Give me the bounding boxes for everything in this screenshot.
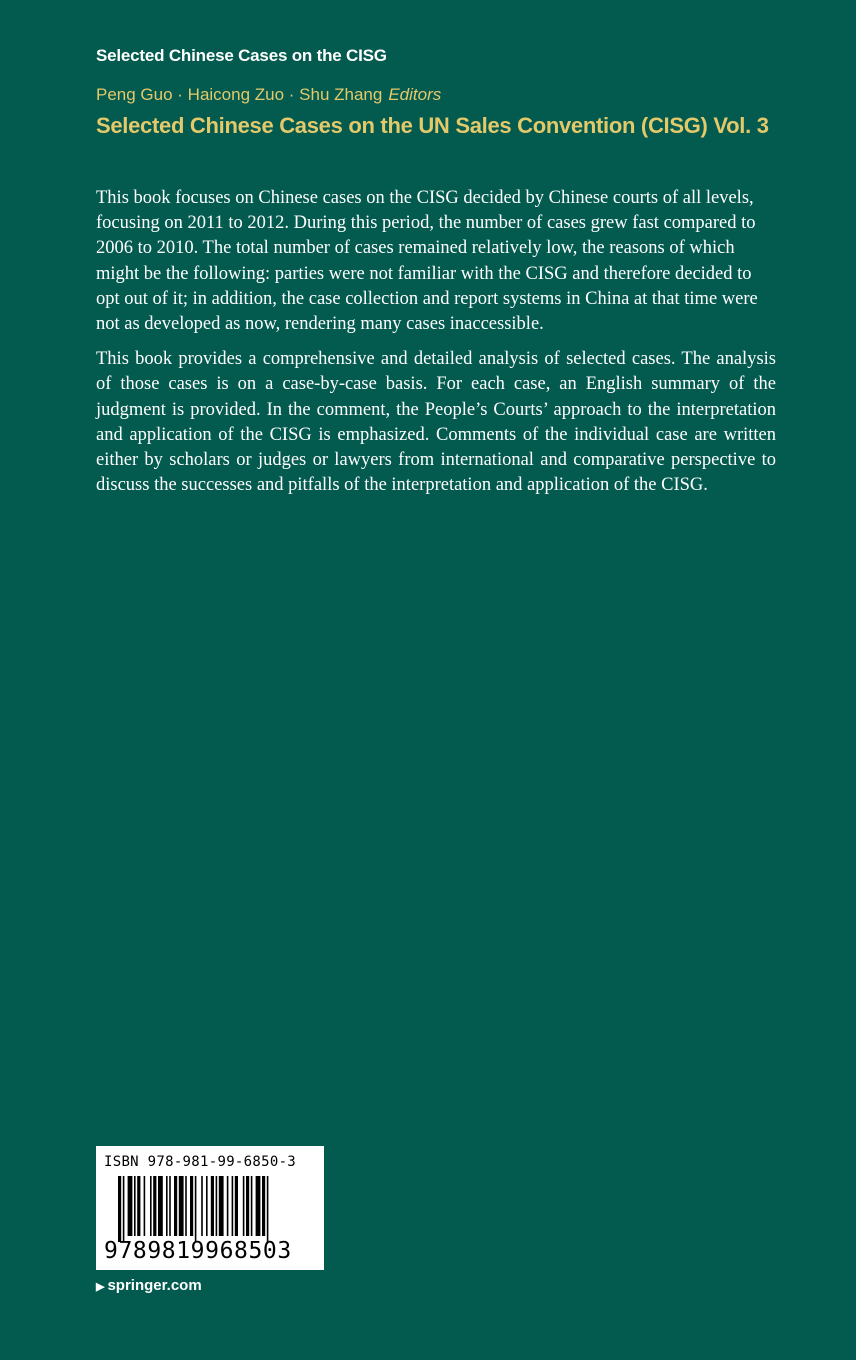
barcode-bar xyxy=(137,1176,140,1236)
series-title: Selected Chinese Cases on the CISG xyxy=(96,46,387,65)
barcode-bar xyxy=(153,1176,156,1236)
barcode-bar xyxy=(232,1176,234,1236)
barcode-bar xyxy=(211,1176,214,1236)
isbn-label: ISBN 978-981-99-6850-3 xyxy=(104,1154,297,1170)
barcode-bar xyxy=(243,1176,245,1236)
editors-line xyxy=(96,85,441,105)
barcode-bar xyxy=(251,1176,253,1236)
barcode-bar xyxy=(174,1176,177,1236)
barcode-bar xyxy=(144,1176,146,1236)
barcode-bar xyxy=(158,1176,163,1236)
barcode-bar xyxy=(246,1176,249,1236)
barcode-bar xyxy=(166,1176,168,1236)
barcode-bar xyxy=(185,1176,187,1236)
barcode-bar xyxy=(216,1176,218,1236)
barcode-bar xyxy=(206,1176,208,1236)
barcode-bar xyxy=(256,1176,261,1236)
barcode-bar xyxy=(235,1176,238,1236)
blurb-paragraph-2: This book provides a comprehensive and detailed analysis of selected cases. The analysis of those cases is on a case-by-case basis. For each case, an English summary of the judgment is provided. In the comment, the People’s Courts’ approach to the interpretation and application of the CISG is emphasized. Comments of the individual case are written either by scholars or judges or lawyers from international and comparative perspective to discuss the successes and pitfalls of the interpretation and application of the CISG. xyxy=(96,349,776,496)
isbn-barcode xyxy=(96,1146,324,1270)
barcode-bar xyxy=(150,1176,152,1236)
barcode-digits: 9789819968503 xyxy=(104,1238,292,1264)
barcode-bar xyxy=(262,1176,265,1236)
website-link[interactable] xyxy=(96,1277,202,1294)
editor-names: Peng Guo · Haicong Zuo · Shu Zhang xyxy=(96,85,383,104)
barcode-bar xyxy=(267,1176,269,1242)
editors-role: Editors xyxy=(388,85,442,104)
website-text: springer.com xyxy=(107,1277,202,1294)
barcode-bar xyxy=(219,1176,224,1236)
barcode-bar xyxy=(195,1176,197,1242)
barcode-bar xyxy=(134,1176,136,1236)
blurb xyxy=(96,186,776,508)
barcode-bar xyxy=(128,1176,133,1236)
barcode-bar xyxy=(227,1176,229,1236)
book-title: Selected Chinese Cases on the UN Sales Convention (CISG) Vol. 3 xyxy=(96,113,769,138)
barcode-bar xyxy=(179,1176,184,1236)
blurb-paragraph-1: This book focuses on Chinese cases on the CISG decided by Chinese courts of all levels, focusing on 2011 to 2012. During this period, the number of cases grew fast compared to 2006 to 2010. The total number of cases remained relatively low, the reasons of which might be the following: parties were not familiar with the CISG and therefore decided to opt out of it; in addition, the case collection and report systems in China at that time were not as developed as now, rendering many cases inaccessible. xyxy=(96,188,758,335)
barcode-bar xyxy=(201,1176,203,1236)
barcode-bar xyxy=(169,1176,171,1236)
arrow-right-icon: ▶ xyxy=(96,1281,105,1293)
barcode-bar xyxy=(190,1176,193,1236)
barcode-bar xyxy=(118,1176,121,1242)
barcode-bar xyxy=(123,1176,125,1242)
